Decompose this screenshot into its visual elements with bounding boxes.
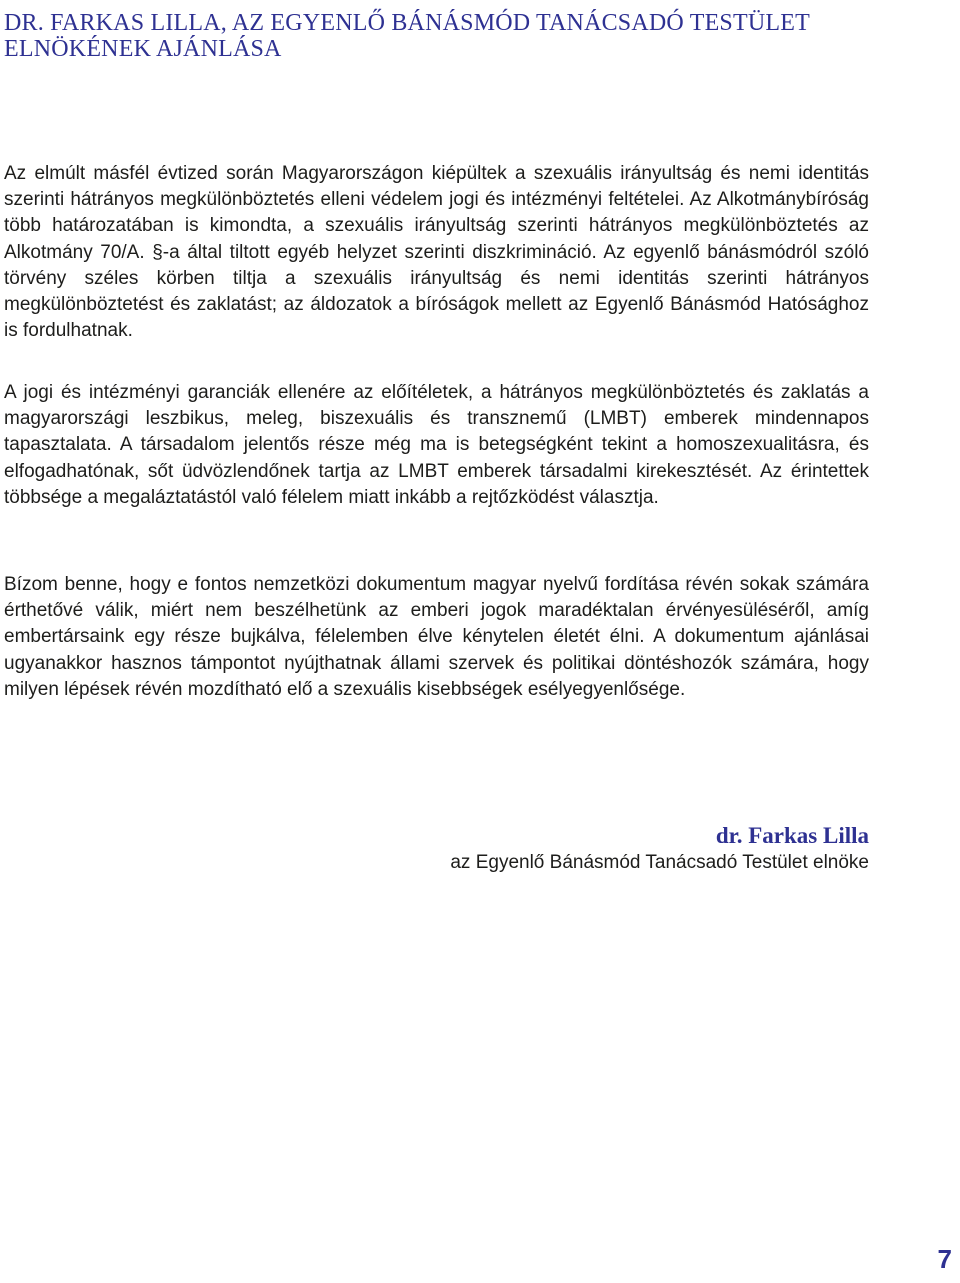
paragraph-1: Az elmúlt másfél évtized során Magyarországon kiépültek a szexuális irányultság és nemi identitás szerinti hátrányos megkülönböztetés elleni védelem jogi és intézményi feltételei. Az Alkotmánybíróság több határozatában is kimondta, a szexuális irányultság szerinti hátrányos megkülönböztetés az Alkotmány 70/A. §-a által tiltott egyéb helyzet szerinti diszkrimináció. Az egyenlő bánásmódról szóló törvény széles körben tiltja a szexuális irányultság és nemi identitás szerinti hátrányos megkülönböztetést és zaklatást; az áldozatok a bíróságok mellett az Egyenlő Bánásmód Hatósághoz is fordulhatnak. [4,163,869,342]
page-title-line-1: DR. FARKAS LILLA, AZ EGYENLŐ BÁNÁSMÓD TANÁCSADÓ TESTÜLET [4,10,810,36]
paragraph-3: Bízom benne, hogy e fontos nemzetközi dokumentum magyar nyelvű fordítása révén sokak számára érthetővé válik, miért nem beszélhetünk az emberi jogok maradéktalan érvényesüléséről, amíg embertársaink egy része bujkálva, félelemben élve kénytelen életét élni. A dokumentum ajánlásai ugyanakkor hasznos támpontot nyújthatnak állami szervek és politikai döntéshozók számára, hogy milyen lépések révén mozdítható elő a szexuális kisebbségek esélyegyenlősége. [4,574,869,700]
document-page [4,0,869,700]
signature-block [450,822,869,876]
paragraph-2: A jogi és intézményi garanciák ellenére az előítéletek, a hátrányos megkülönböztetés és zaklatás a magyarországi leszbikus, meleg, biszexuális és transznemű (LMBT) emberek mindennapos tapasztalata. A társadalom jelentős része még ma is betegségként tekint a homoszexualitásra, és elfogadhatónak, sőt üdvözlendőnek tartja az LMBT emberek társadalmi kirekesztését. Az érintettek többsége a megaláztatástól való félelem miatt inkább a rejtőzködést választja. [4,382,869,508]
page-number: 7 [937,1244,952,1274]
page-title [4,10,869,62]
page-title-line-2: ELNÖKÉNEK AJÁNLÁSA [4,36,282,62]
signature-role: az Egyenlő Bánásmód Tanácsadó Testület elnöke [450,852,869,873]
signature-name: dr. Farkas Lilla [715,823,869,848]
